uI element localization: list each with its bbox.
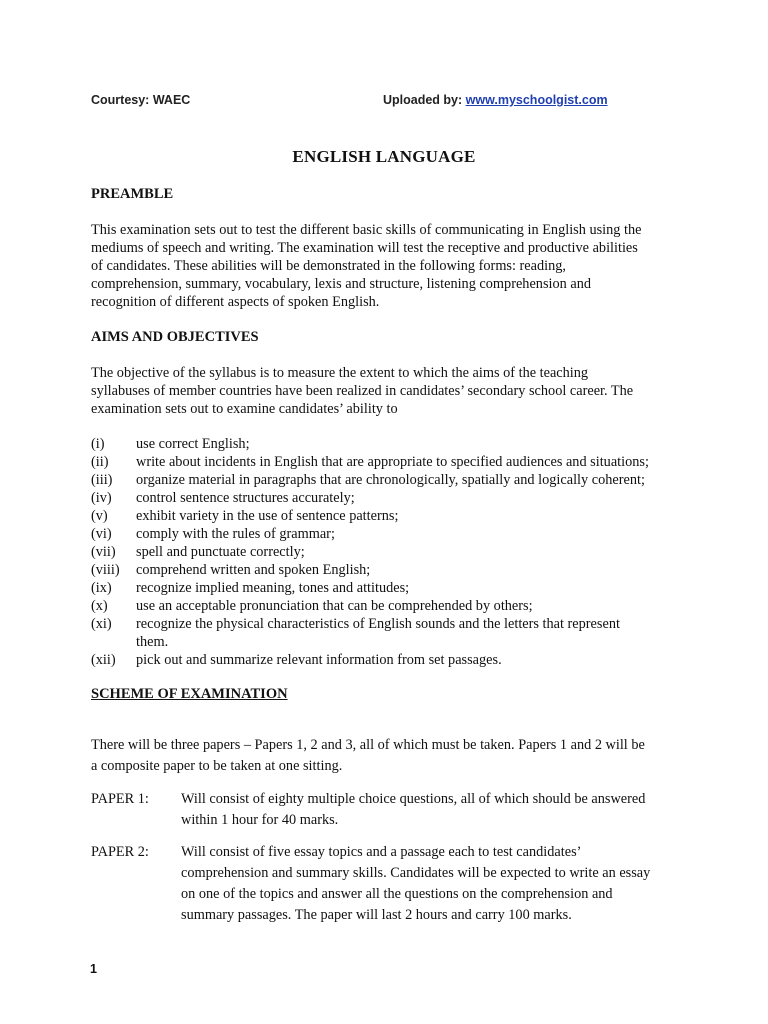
scheme-intro-line: There will be three papers – Papers 1, 2 and 3, all of which must be taken. Papers 1 and 2 will be — [91, 737, 645, 753]
scheme-intro — [91, 735, 691, 777]
item-number: (xii) — [91, 652, 116, 668]
item-number: (x) — [91, 598, 108, 614]
item-text: control sentence structures accurately; — [136, 490, 355, 506]
list-item — [91, 525, 691, 543]
paper-text: Will consist of five essay topics and a passage each to test candidates’ — [181, 844, 582, 860]
preamble-paragraph — [91, 221, 691, 311]
aims-line: The objective of the syllabus is to measure the extent to which the aims of the teaching — [91, 365, 589, 381]
item-text: exhibit variety in the use of sentence patterns; — [136, 508, 399, 524]
uploaded-link[interactable]: www.myschoolgist.com — [465, 93, 608, 107]
list-item — [91, 471, 691, 489]
list-item — [91, 651, 691, 669]
item-text: use an acceptable pronunciation that can be comprehended by others; — [136, 598, 533, 614]
courtesy-text: Courtesy: WAEC — [91, 93, 191, 107]
item-text: write about incidents in English that are appropriate to specified audiences and situations; — [136, 454, 649, 470]
item-number: (ii) — [91, 454, 109, 470]
item-number: (i) — [91, 436, 105, 452]
paper-text: Will consist of eighty multiple choice questions, all of which should be answered — [181, 791, 646, 807]
item-number: (v) — [91, 508, 108, 524]
list-item — [91, 543, 691, 561]
list-item — [91, 453, 691, 471]
list-item — [91, 489, 691, 507]
aims-line: syllabuses of member countries have been realized in candidates’ secondary school career. The — [91, 383, 634, 399]
item-number: (viii) — [91, 562, 120, 578]
item-text: spell and punctuate correctly; — [136, 544, 305, 560]
item-text: recognize implied meaning, tones and attitudes; — [136, 580, 410, 596]
item-text: comprehend written and spoken English; — [136, 562, 371, 578]
item-text: use correct English; — [136, 436, 250, 452]
paper-text: comprehension and summary skills. Candidates will be expected to write an essay — [181, 865, 651, 881]
list-item — [91, 507, 691, 525]
item-number: (vi) — [91, 526, 112, 542]
preamble-line: of candidates. These abilities will be demonstrated in the following forms: reading, — [91, 258, 566, 274]
item-number: (iv) — [91, 490, 112, 506]
preamble-heading: PREAMBLE — [91, 186, 174, 202]
paper-text: summary passages. The paper will last 2 hours and carry 100 marks. — [181, 907, 572, 923]
item-number: (iii) — [91, 472, 113, 488]
uploaded-label: Uploaded by: — [383, 93, 463, 107]
item-text: pick out and summarize relevant information from set passages. — [136, 652, 502, 668]
item-number: (ix) — [91, 580, 112, 596]
objectives-list — [91, 435, 691, 669]
list-item — [91, 615, 691, 651]
list-item — [91, 597, 691, 615]
paper-text: on one of the topics and answer all the questions on the comprehension and — [181, 886, 613, 902]
item-text: them. — [136, 634, 169, 650]
list-item — [91, 435, 691, 453]
item-text: organize material in paragraphs that are chronologically, spatially and logically coherent; — [136, 472, 645, 488]
list-item — [91, 561, 691, 579]
paper-label: PAPER 2: — [91, 844, 149, 860]
scheme-intro-line: a composite paper to be taken at one sitting. — [91, 758, 343, 774]
aims-paragraph — [91, 364, 691, 418]
preamble-line: comprehension, summary, vocabulary, lexis and structure, listening comprehension and — [91, 276, 591, 292]
item-number: (xi) — [91, 616, 112, 632]
page-number: 1 — [90, 962, 97, 976]
item-text: recognize the physical characteristics of English sounds and the letters that represent — [136, 616, 620, 632]
paper-2-entry — [91, 842, 691, 926]
paper-label: PAPER 1: — [91, 791, 149, 807]
preamble-line: recognition of different aspects of spoken English. — [91, 294, 380, 310]
item-text: comply with the rules of grammar; — [136, 526, 335, 542]
paper-1-entry — [91, 789, 691, 831]
preamble-line: mediums of speech and writing. The examination will test the receptive and productive abilities — [91, 240, 638, 256]
paper-text: within 1 hour for 40 marks. — [181, 812, 339, 828]
scheme-heading: SCHEME OF EXAMINATION — [91, 686, 288, 702]
item-number: (vii) — [91, 544, 116, 560]
list-item — [91, 579, 691, 597]
uploaded-by — [383, 93, 608, 107]
aims-heading: AIMS AND OBJECTIVES — [91, 329, 259, 345]
document-title: ENGLISH LANGUAGE — [292, 147, 476, 166]
preamble-line: This examination sets out to test the different basic skills of communicating in English using the — [91, 222, 642, 238]
aims-line: examination sets out to examine candidates’ ability to — [91, 401, 398, 417]
